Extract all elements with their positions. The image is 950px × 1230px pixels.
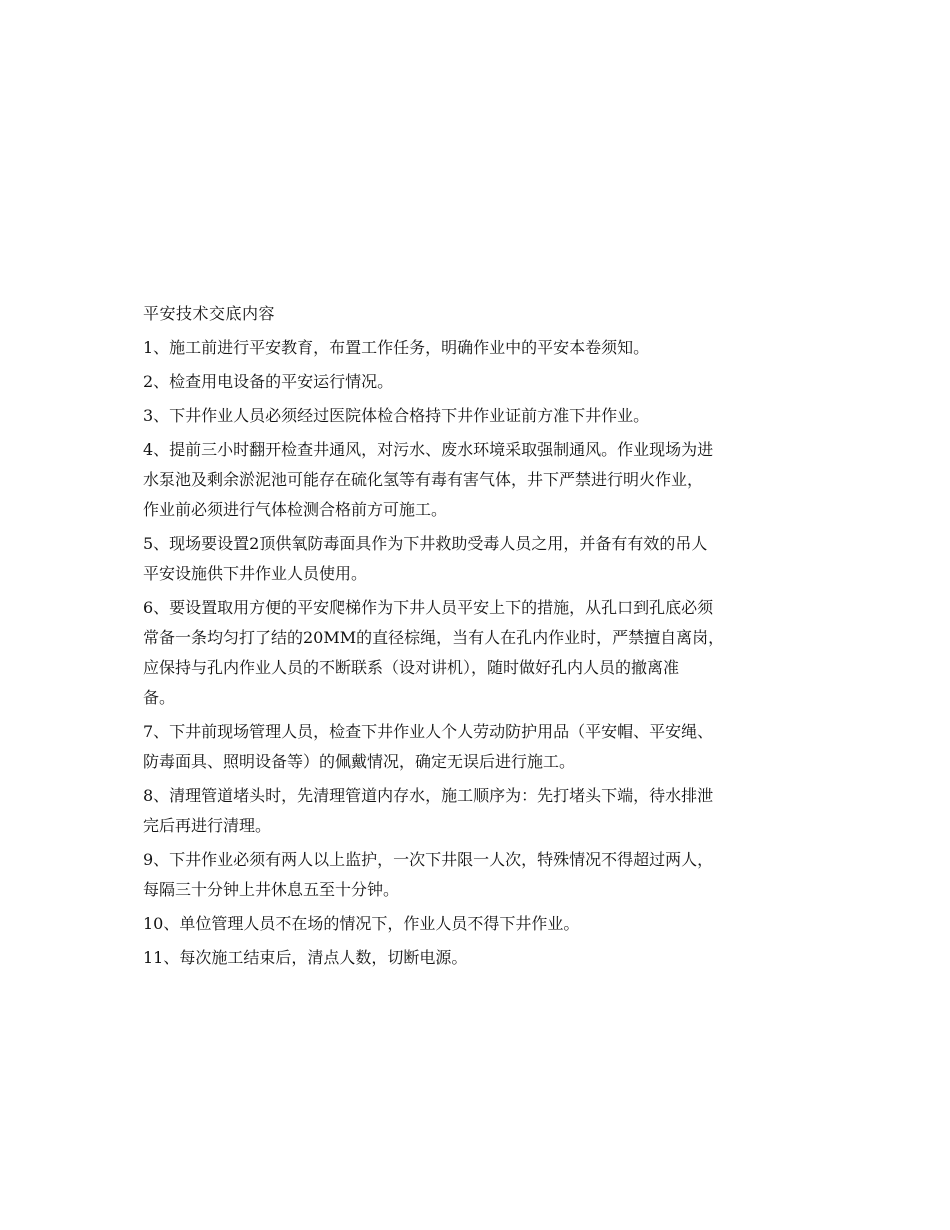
item-text-line: 每隔三十分钟上井休息五至十分钟。 (143, 880, 400, 899)
item-text-line: 应保持与孔内作业人员的不断联系（设对讲机），随时做好孔内人员的撤离准 (143, 658, 680, 677)
item-text-line: 8、清理管道堵头时，先清理管道内存水，施工顺序为：先打堵头下端，待水排泄 (143, 786, 714, 805)
item-4 (143, 435, 808, 525)
item-text-line: 3、下井作业人员必须经过医院体检合格持下井作业证前方准下井作业。 (143, 406, 650, 425)
item-1 (143, 333, 808, 363)
item-5 (143, 529, 808, 589)
item-text-line: 6、要设置取用方便的平安爬梯作为下井人员平安上下的措施，从孔口到孔底必须 (143, 598, 714, 617)
item-2 (143, 367, 808, 397)
item-text-line: 10、单位管理人员不在场的情况下，作业人员不得下井作业。 (143, 914, 580, 933)
item-text-line: 4、提前三小时翻开检查井通风，对污水、废水环境采取强制通风。作业现场为进 (143, 440, 714, 459)
item-8 (143, 781, 808, 841)
document-body (143, 299, 808, 973)
item-text-line: 2、检查用电设备的平安运行情况。 (143, 372, 394, 391)
item-text-line: 9、下井作业必须有两人以上监护，一次下井限一人次，特殊情况不得超过两人， (143, 850, 714, 869)
item-text-line: 11、每次施工结束后，清点人数，切断电源。 (143, 948, 468, 967)
item-text-line: 常备一条均匀打了结的20MM的直径棕绳，当有人在孔内作业时，严禁擅自离岗， (143, 628, 725, 647)
item-7 (143, 717, 808, 777)
item-text-line: 5、现场要设置2顶供氧防毒面具作为下井救助受毒人员之用，并备有有效的吊人 (143, 534, 708, 553)
item-11 (143, 943, 808, 973)
document-title: 平安技术交底内容 (143, 304, 276, 323)
item-text-line: 防毒面具、照明设备等）的佩戴情况，确定无误后进行施工。 (143, 752, 576, 771)
item-text-line: 作业前必须进行气体检测合格前方可施工。 (143, 500, 448, 519)
item-text-line: 7、下井前现场管理人员，检查下井作业人个人劳动防护用品（平安帽、平安绳、 (143, 722, 714, 741)
item-text-line: 1、施工前进行平安教育，布置工作任务，明确作业中的平安本卷须知。 (143, 338, 650, 357)
item-9 (143, 845, 808, 905)
item-text-line: 水泵池及剩余淤泥池可能存在硫化氢等有毒有害气体，井下严禁进行明火作业， (143, 470, 704, 489)
item-10 (143, 909, 808, 939)
item-text-line: 平安设施供下井作业人员使用。 (143, 564, 368, 583)
item-text-line: 完后再进行清理。 (143, 816, 272, 835)
item-3 (143, 401, 808, 431)
item-text-line: 备。 (143, 688, 176, 707)
item-6 (143, 593, 808, 713)
